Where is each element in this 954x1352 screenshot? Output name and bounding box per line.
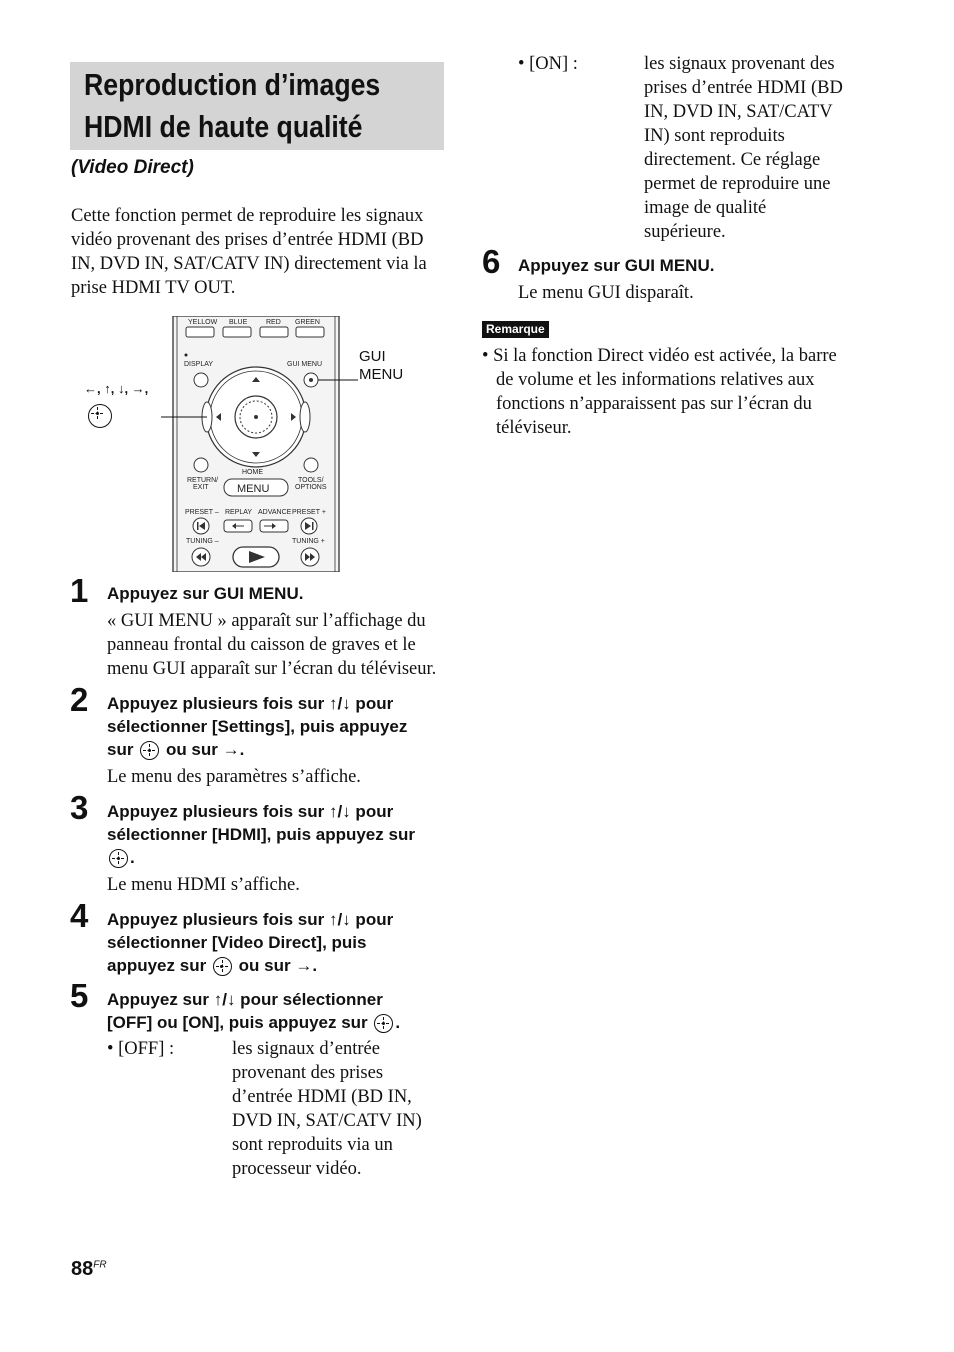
page-number	[71, 1258, 107, 1281]
step-1-number: 1	[70, 572, 89, 609]
title-line-2: HDMI de haute qualité	[84, 109, 363, 144]
green-button[interactable]	[296, 327, 324, 337]
step-2-heading-line: sélectionner [Settings], puis appuyez	[107, 717, 408, 736]
enter-callout-icon	[86, 404, 114, 428]
on-line: IN, DVD IN, SAT/CATV	[644, 102, 833, 122]
preset-minus-label: PRESET –	[185, 509, 219, 516]
step-4-text: appuyez sur	[107, 956, 207, 975]
step-2-body: Le menu des paramètres s’affiche.	[107, 767, 361, 787]
step-1-body	[107, 609, 452, 681]
enter-button-icon	[213, 957, 232, 976]
tools-label-1: TOOLS/	[298, 477, 324, 484]
menu-label: MENU	[237, 483, 270, 495]
arrows-label: ←, ↑, ↓, →,	[84, 381, 149, 396]
step-4-heading-line: sélectionner [Video Direct], puis	[107, 933, 367, 952]
intro-line: prise HDMI TV OUT.	[71, 278, 236, 298]
note-text	[482, 344, 872, 440]
step-5-heading-line: Appuyez sur ↑/↓ pour sélectionner	[107, 990, 383, 1009]
step-3-heading-line	[107, 846, 452, 869]
step-4-heading-line: Appuyez plusieurs fois sur ↑/↓ pour	[107, 910, 394, 929]
tools-label-2: OPTIONS	[295, 484, 327, 491]
red-label: RED	[266, 319, 281, 326]
right-button[interactable]	[300, 402, 310, 432]
step-6-number: 6	[482, 243, 501, 280]
step-2-heading-line: Appuyez plusieurs fois sur ↑/↓ pour	[107, 694, 394, 713]
on-line: supérieure.	[644, 222, 726, 242]
step-1-body-line: panneau frontal du caisson de graves et le	[107, 635, 416, 655]
off-line: d’entrée HDMI (BD IN,	[232, 1087, 412, 1107]
step-5-heading	[107, 988, 452, 1034]
step-3-body: Le menu HDMI s’affiche.	[107, 875, 300, 895]
enter-button-icon	[109, 849, 128, 868]
step-4-heading	[107, 908, 452, 977]
off-line: provenant des prises	[232, 1063, 384, 1083]
remote-figure	[84, 316, 404, 572]
on-label: • [ON] :	[518, 54, 578, 74]
off-line: DVD IN, SAT/CATV IN)	[232, 1111, 422, 1131]
on-description	[644, 52, 884, 244]
return-label-2: EXIT	[193, 484, 209, 491]
gui-menu-callout	[359, 348, 403, 384]
advance-label: ADVANCE	[258, 509, 292, 516]
page-language: FR	[93, 1259, 107, 1271]
step-3-heading-line: Appuyez plusieurs fois sur ↑/↓ pour	[107, 802, 394, 821]
note-line: fonctions n’apparaissent pas sur l’écran du	[496, 394, 812, 414]
intro-line: IN, DVD IN, SAT/CATV IN) directement via la	[71, 254, 427, 274]
tools-button[interactable]	[304, 458, 318, 472]
gui-callout-line-2: MENU	[359, 366, 404, 383]
step-5-number: 5	[70, 977, 89, 1014]
step-3-heading-line: sélectionner [HDMI], puis appuyez sur	[107, 825, 415, 844]
step-2-heading-line	[107, 738, 452, 761]
intro-line: vidéo provenant des prises d’entrée HDMI (BD	[71, 230, 424, 250]
off-line: les signaux d’entrée	[232, 1039, 380, 1059]
display-label: DISPLAY	[184, 361, 214, 368]
replay-label: REPLAY	[225, 509, 253, 516]
step-2-heading	[107, 692, 452, 761]
step-3-text: .	[130, 848, 135, 867]
step-2-number: 2	[70, 681, 89, 718]
title-line-1: Reproduction d’images	[84, 67, 381, 102]
page-number-value: 88	[71, 1258, 94, 1280]
tuning-minus-label: TUNING –	[186, 538, 219, 545]
step-2-text: sur	[107, 740, 134, 759]
off-label: • [OFF] :	[107, 1039, 175, 1059]
subtitle: (Video Direct)	[71, 157, 194, 178]
on-line: IN) sont reproduits	[644, 126, 785, 146]
step-4-number: 4	[70, 897, 89, 934]
blue-button[interactable]	[223, 327, 251, 337]
step-3-number: 3	[70, 789, 89, 826]
step-6-body: Le menu GUI disparaît.	[518, 283, 694, 303]
page-title	[84, 64, 390, 148]
step-1-body-line: « GUI MENU » apparaît sur l’affichage du	[107, 611, 426, 631]
step-1-heading: Appuyez sur GUI MENU.	[107, 584, 304, 603]
intro-paragraph	[71, 204, 451, 300]
yellow-button[interactable]	[186, 327, 214, 337]
step-6-heading: Appuyez sur GUI MENU.	[518, 256, 715, 275]
green-label: GREEN	[295, 319, 320, 326]
on-line: les signaux provenant des	[644, 54, 835, 74]
blue-label: BLUE	[229, 319, 248, 326]
intro-line: Cette fonction permet de reproduire les signaux	[71, 206, 424, 226]
home-label: HOME	[242, 469, 263, 476]
on-line: image de qualité	[644, 198, 767, 218]
gui-menu-label: GUI MENU	[287, 361, 322, 368]
on-line: permet de reproduire une	[644, 174, 831, 194]
enter-button-icon	[140, 741, 159, 760]
step-4-text: ou sur →.	[238, 956, 318, 975]
remote-illustration	[84, 316, 394, 572]
yellow-label: YELLOW	[188, 319, 218, 326]
step-5-heading-line	[107, 1011, 452, 1034]
red-button[interactable]	[260, 327, 288, 337]
note-badge: Remarque	[482, 321, 549, 338]
note-line: téléviseur.	[496, 418, 572, 438]
step-5-text: .	[395, 1013, 401, 1032]
step-5-text: [OFF] ou [ON], puis appuyez sur	[107, 1013, 368, 1032]
enter-button-icon	[374, 1014, 393, 1033]
step-4-heading-line	[107, 954, 452, 977]
display-button[interactable]	[194, 373, 208, 387]
return-label-1: RETURN/	[187, 477, 219, 484]
off-description	[232, 1037, 452, 1181]
on-line: prises d’entrée HDMI (BD	[644, 78, 843, 98]
note-line: de volume et les informations relatives aux	[496, 370, 815, 390]
step-3-heading	[107, 800, 452, 869]
off-line: processeur vidéo.	[232, 1159, 362, 1179]
note-line: • Si la fonction Direct vidéo est activée, la barre	[482, 346, 837, 366]
step-2-text: ou sur →.	[165, 740, 245, 759]
on-line: directement. Ce réglage	[644, 150, 821, 170]
gui-callout-line-1: GUI	[359, 348, 386, 365]
return-button[interactable]	[194, 458, 208, 472]
preset-plus-label: PRESET +	[292, 509, 326, 516]
step-1-body-line: menu GUI apparaît sur l’écran du téléviseur.	[107, 659, 437, 679]
tuning-plus-label: TUNING +	[292, 538, 325, 545]
off-line: sont reproduits via un	[232, 1135, 393, 1155]
